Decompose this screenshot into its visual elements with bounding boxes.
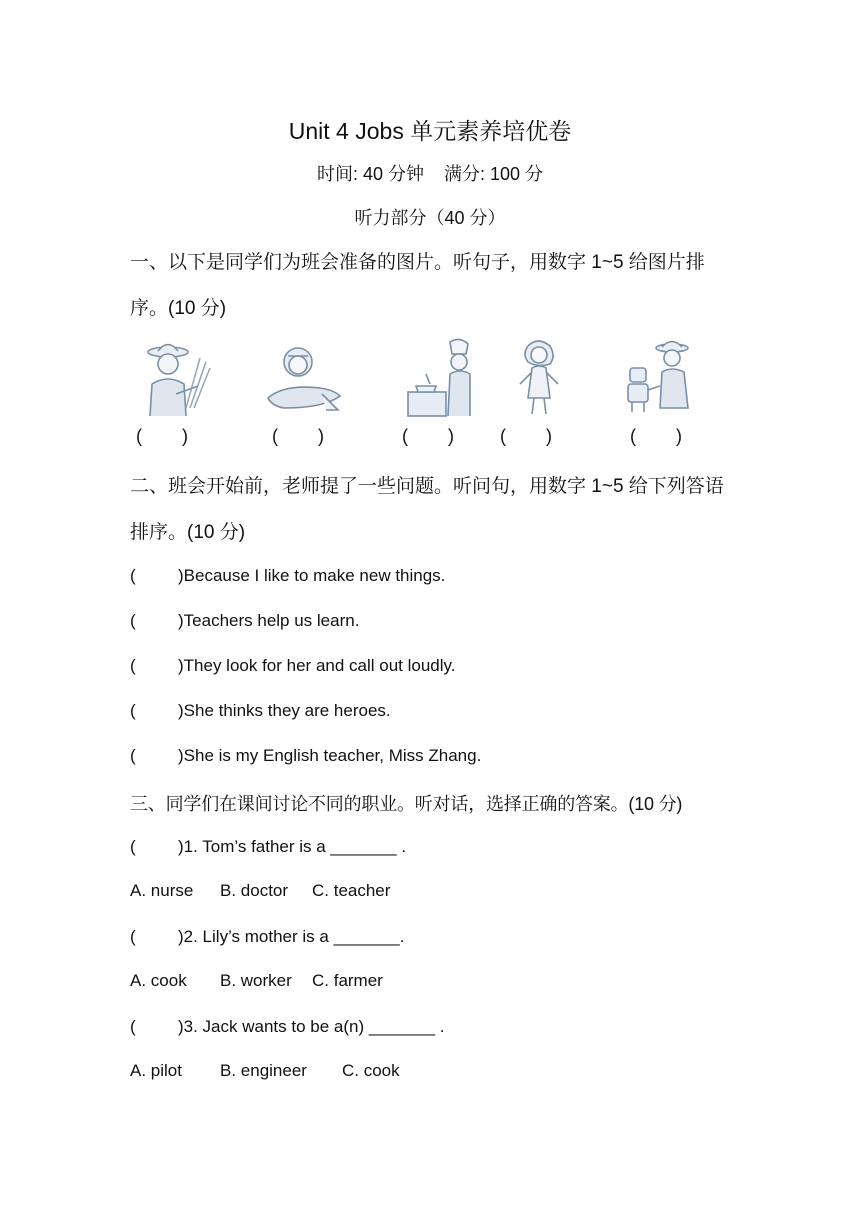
answer-blank[interactable]: (	[130, 746, 136, 765]
answer-text: )She thinks they are heroes.	[178, 701, 391, 720]
picture-3-answer-blank[interactable]: ( )	[402, 426, 454, 446]
question-options	[130, 881, 390, 901]
answer-item	[130, 701, 391, 721]
question-options	[130, 971, 383, 991]
full-score: 满分: 100 分	[443, 164, 544, 184]
option-a[interactable]: A. nurse	[130, 881, 194, 900]
question-text: )2. Lily’s mother is a _______.	[178, 927, 405, 946]
answer-item	[130, 611, 359, 631]
option-c[interactable]: C. farmer	[312, 971, 383, 990]
picture-4-answer-blank[interactable]: ( )	[500, 426, 552, 446]
answer-blank[interactable]: (	[130, 566, 136, 585]
question-blank[interactable]: (	[130, 1017, 136, 1036]
question-options	[130, 1061, 400, 1081]
option-c[interactable]: C. cook	[342, 1061, 400, 1080]
answer-item	[130, 656, 456, 676]
scientist-woman-icon	[502, 338, 584, 418]
answer-item	[130, 746, 481, 766]
picture-row	[130, 338, 730, 448]
answer-item	[130, 566, 445, 586]
question-blank[interactable]: (	[130, 837, 136, 856]
option-b[interactable]: B. doctor	[220, 881, 289, 900]
question-item	[130, 837, 406, 857]
farmer-with-wheat-icon	[138, 338, 220, 418]
answer-text: )They look for her and call out loudly.	[178, 656, 456, 675]
option-c[interactable]: C. teacher	[312, 881, 391, 900]
cook-at-stove-icon	[406, 338, 488, 418]
section2-instruction: 二、班会开始前，老师提了一些问题。听问句，用数字 1~5 给下列答语排序。(10 分)	[130, 476, 724, 543]
answer-text: )Because I like to make new things.	[178, 566, 446, 585]
page-title: Unit 4 Jobs 单元素养培优卷	[288, 118, 572, 144]
answer-blank[interactable]: (	[130, 656, 136, 675]
option-a[interactable]: A. cook	[130, 971, 187, 990]
pilot-in-plane-icon	[264, 338, 346, 418]
option-b[interactable]: B. engineer	[220, 1061, 307, 1080]
answer-blank[interactable]: (	[130, 701, 136, 720]
question-text: )3. Jack wants to be a(n) _______ .	[178, 1017, 445, 1036]
time-limit: 时间: 40 分钟	[316, 164, 424, 184]
answer-text: )She is my English teacher, Miss Zhang.	[178, 746, 482, 765]
question-blank[interactable]: (	[130, 927, 136, 946]
picture-1-answer-blank[interactable]: ( )	[136, 426, 188, 446]
question-item	[130, 1017, 445, 1037]
answer-text: )Teachers help us learn.	[178, 611, 360, 630]
question-text: )1. Tom’s father is a _______ .	[178, 837, 407, 856]
option-b[interactable]: B. worker	[220, 971, 292, 990]
section1-instruction: 一、以下是同学们为班会准备的图片。听句子，用数字 1~5 给图片排序。(10 分)	[130, 252, 705, 319]
picture-2-answer-blank[interactable]: ( )	[272, 426, 324, 446]
engineer-with-robot-icon	[622, 338, 704, 418]
exam-info	[0, 160, 860, 186]
answer-blank[interactable]: (	[130, 611, 136, 630]
option-a[interactable]: A. pilot	[130, 1061, 182, 1080]
question-item	[130, 927, 404, 947]
listening-part-heading: 听力部分（40 分）	[354, 208, 506, 228]
section3-instruction: 三、同学们在课间讨论不同的职业。听对话，选择正确的答案。(10 分)	[130, 794, 683, 814]
picture-5-answer-blank[interactable]: ( )	[630, 426, 682, 446]
